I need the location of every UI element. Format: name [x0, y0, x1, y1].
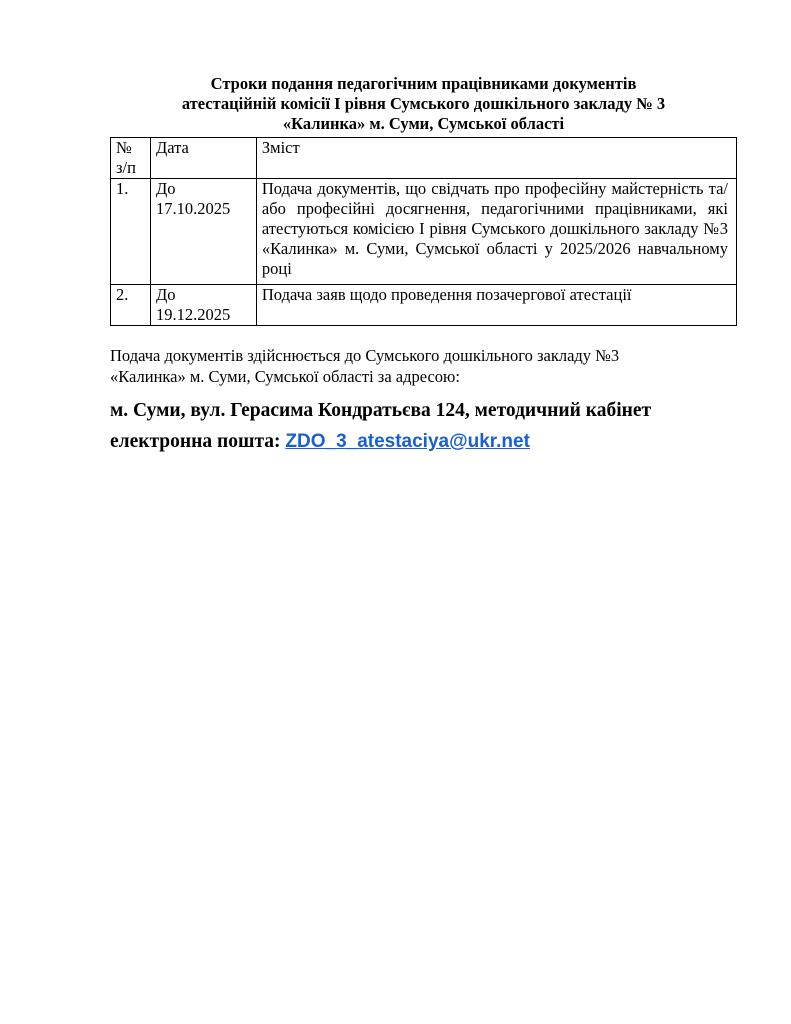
header-number-symbol: №	[116, 138, 132, 157]
row-date-cell	[150, 179, 256, 285]
email-label: електронна пошта:	[110, 431, 281, 452]
document-title	[110, 74, 737, 134]
row-date: 17.10.2025	[155, 199, 231, 218]
table-row	[111, 285, 737, 326]
paragraph-line-1: Подача документів здійснюється до Сумського дошкільного закладу №3	[110, 346, 620, 365]
title-line-2: атестаційній комісії І рівня Сумського дошкільного закладу № 3	[181, 94, 666, 113]
address-line: м. Суми, вул. Герасима Кондратьєва 124, методичний кабінет	[110, 400, 652, 421]
row-date: 19.12.2025	[155, 305, 231, 324]
table-row	[111, 179, 737, 285]
row-date-prefix: До	[155, 179, 176, 198]
row-date-prefix: До	[155, 285, 176, 304]
header-content-cell: Зміст	[256, 138, 736, 179]
row-number: 2.	[111, 285, 151, 326]
email-line	[110, 431, 530, 453]
row-content: Подача документів, що свідчать про професійну майстерність та/або професійні досягнення, педагогічними працівниками, які атестуються комісією І рівня Сумського дошкільного закладу №3 «Калинка» м. Суми, Сумської області у 2025/2026 навчальному році	[256, 179, 736, 285]
submission-paragraph	[110, 345, 737, 387]
deadlines-table	[110, 137, 737, 326]
paragraph-line-2: «Калинка» м. Суми, Сумської області за адресою:	[110, 367, 460, 386]
title-line-1: Строки подання педагогічним працівниками документів	[210, 74, 637, 93]
header-number-abbr: з/п	[116, 158, 136, 177]
email-link[interactable]: ZDO_3_atestaciya@ukr.net	[285, 431, 530, 452]
row-content: Подача заяв щодо проведення позачергової атестації	[256, 285, 736, 326]
row-number: 1.	[111, 179, 151, 285]
title-line-3: «Калинка» м. Суми, Сумської області	[282, 114, 565, 133]
table-header-row	[111, 138, 737, 179]
header-number-cell	[111, 138, 151, 179]
row-date-cell	[150, 285, 256, 326]
header-date-cell: Дата	[150, 138, 256, 179]
